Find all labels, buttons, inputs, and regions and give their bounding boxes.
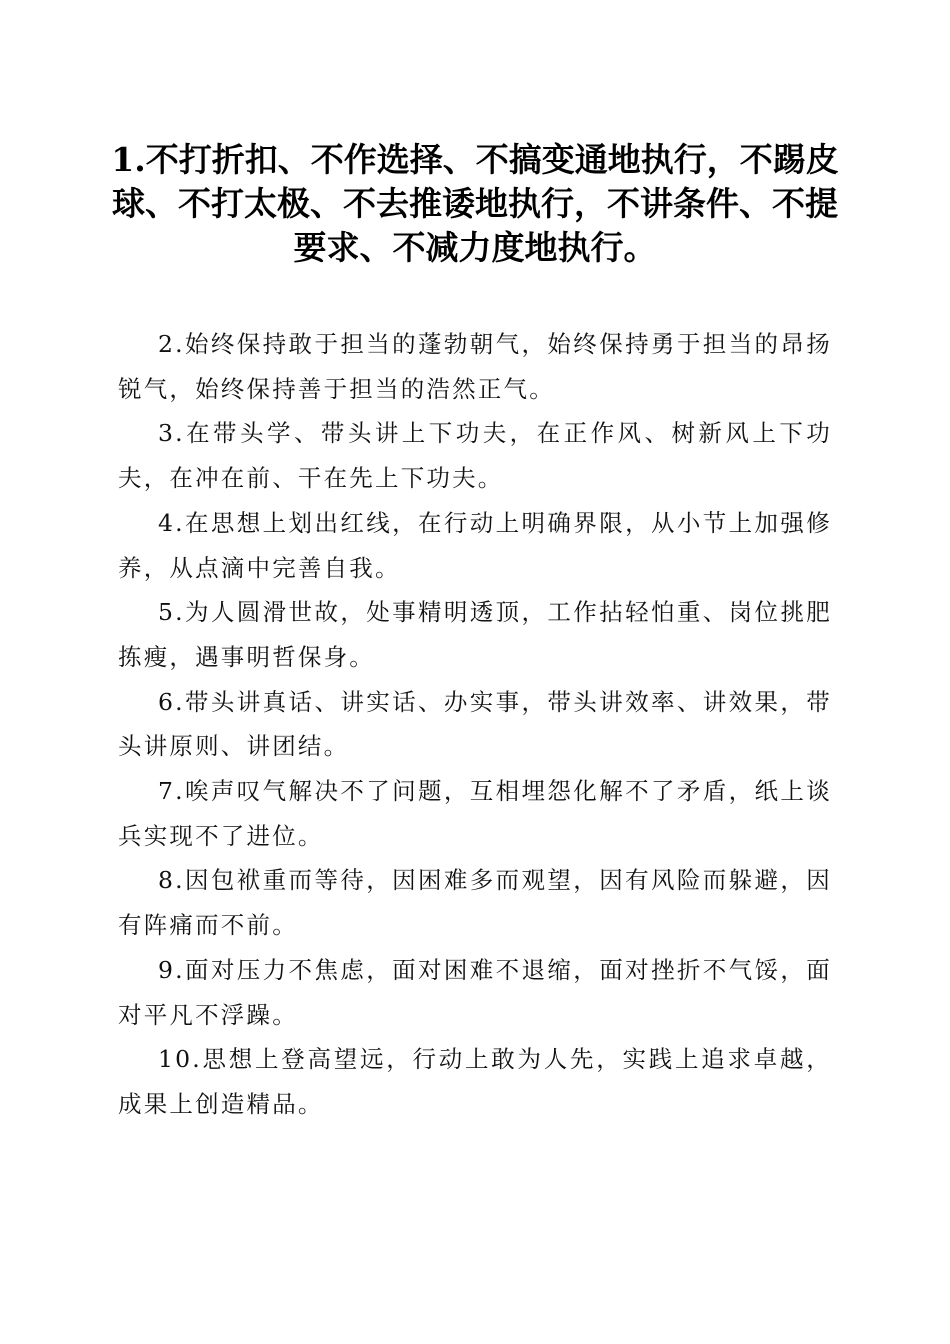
paragraph-item-10: 10.思想上登高望远，行动上敢为人先，实践上追求卓越，成果上创造精品。 — [118, 1045, 832, 1118]
paragraph-item-5: 5.为人圆滑世故，处事精明透顶，工作拈轻怕重、岗位挑肥拣瘦，遇事明哲保身。 — [118, 598, 832, 671]
paragraph-item-3: 3.在带头学、带头讲上下功夫，在正作风、树新风上下功夫，在冲在前、干在先上下功夫。 — [118, 419, 832, 493]
paragraph-item-4: 4.在思想上划出红线，在行动上明确界限，从小节上加强修养，从点滴中完善自我。 — [118, 508, 832, 582]
paragraph-item-7: 7.唉声叹气解决不了问题，互相埋怨化解不了矛盾，纸上谈兵实现不了进位。 — [118, 777, 832, 850]
paragraph-item-2: 2.始终保持敢于担当的蓬勃朝气，始终保持勇于担当的昂扬锐气，始终保持善于担当的浩然正气。 — [118, 330, 832, 403]
document-heading: 1.不打折扣、不作选择、不搞变通地执行，不踢皮球、不打太极、不去推诿地执行，不讲条件、不提要求、不减力度地执行。 — [111, 140, 839, 267]
paragraph-item-6: 6.带头讲真话、讲实话、办实事，带头讲效率、讲效果，带头讲原则、讲团结。 — [118, 687, 832, 761]
paragraph-item-8: 8.因包袱重而等待，因困难多而观望，因有风险而躲避，因有阵痛而不前。 — [118, 866, 832, 940]
paragraph-list — [118, 322, 832, 1127]
paragraph-item-9: 9.面对压力不焦虑，面对困难不退缩，面对挫折不气馁，面对平凡不浮躁。 — [118, 955, 832, 1029]
